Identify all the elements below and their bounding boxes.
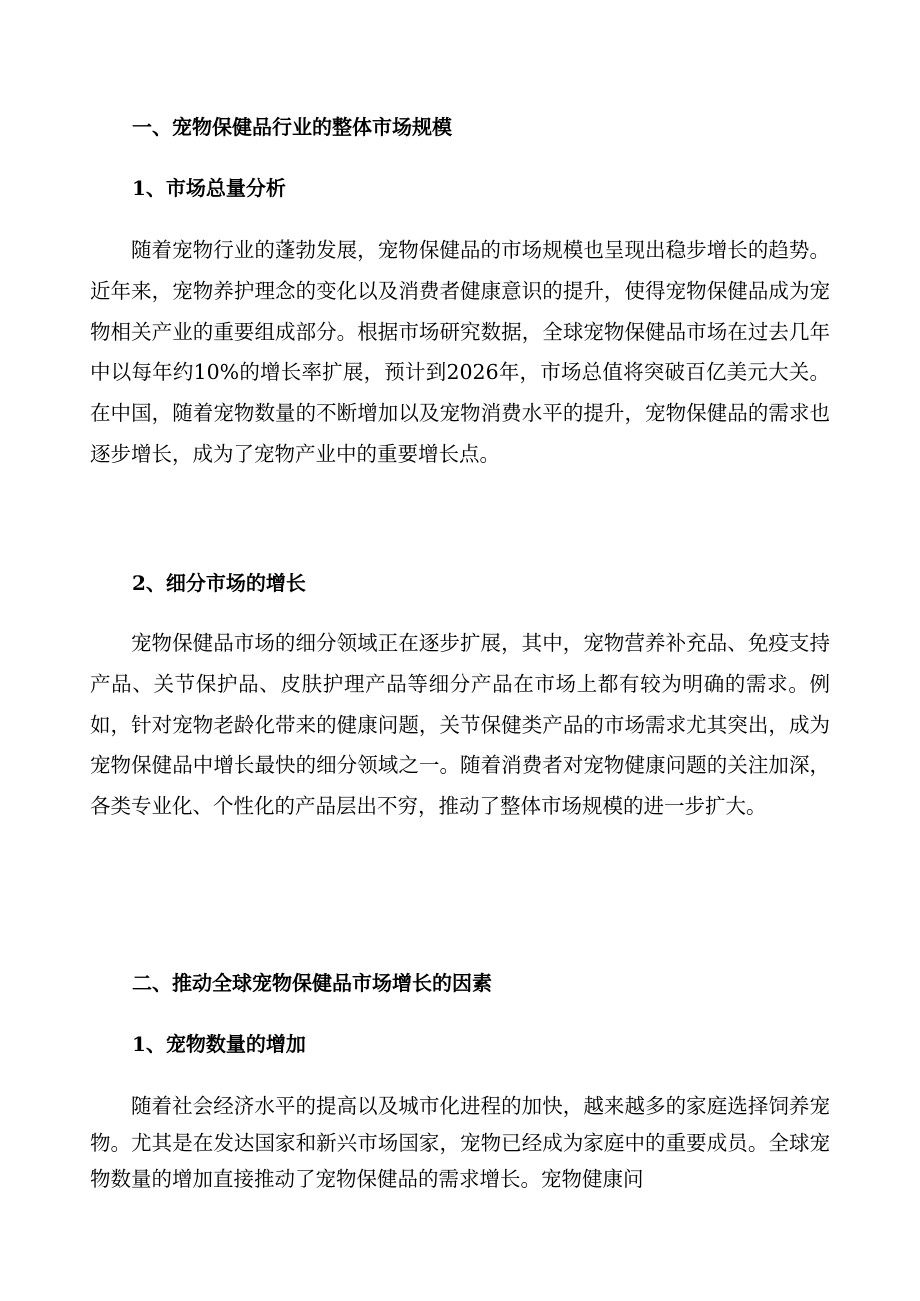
subsection-title-2-1: 1、宠物数量的增加 bbox=[132, 1032, 306, 1056]
section-heading-2: 二、推动全球宠物保健品市场增长的因素 bbox=[132, 971, 492, 995]
section-heading-1: 一、宠物保健品行业的整体市场规模 bbox=[132, 115, 452, 139]
paragraph-pet-count: 随着社会经济水平的提高以及城市化进程的加快，越来越多的家庭选择饲养宠物。尤其是在发达国家和新兴市场国家，宠物已经成为家庭中的重要成员。全球宠物数量的增加直接推动了宠物保健品的需求增长。宠物健康问 bbox=[90, 1094, 830, 1191]
subsection-title-1-1: 1、市场总量分析 bbox=[132, 176, 286, 200]
paragraph-segment-growth: 宠物保健品市场的细分领域正在逐步扩展，其中，宠物营养补充品、免疫支持产品、关节保护品、皮肤护理产品等细分产品在市场上都有较为明确的需求。例如，针对宠物老龄化带来的健康问题，关节保健类产品的市场需求尤其突出，成为宠物保健品中增长最快的细分领域之一。随着消费者对宠物健康问题的关注加深，各类专业化、个性化的产品层出不穷，推动了整体市场规模的进一步扩大。 bbox=[90, 631, 830, 819]
subsection-title-1-2: 2、细分市场的增长 bbox=[132, 571, 306, 595]
paragraph-market-total: 随着宠物行业的蓬勃发展，宠物保健品的市场规模也呈现出稳步增长的趋势。近年来，宠物养护理念的变化以及消费者健康意识的提升，使得宠物保健品成为宠物相关产业的重要组成部分。根据市场研究数据，全球宠物保健品市场在过去几年中以每年约10%的增长率扩展，预计到2026年，市场总值将突破百亿美元大关。在中国，随着宠物数量的不断增加以及宠物消费水平的提升，宠物保健品的需求也逐步增长，成为了宠物产业中的重要增长点。 bbox=[90, 238, 830, 466]
